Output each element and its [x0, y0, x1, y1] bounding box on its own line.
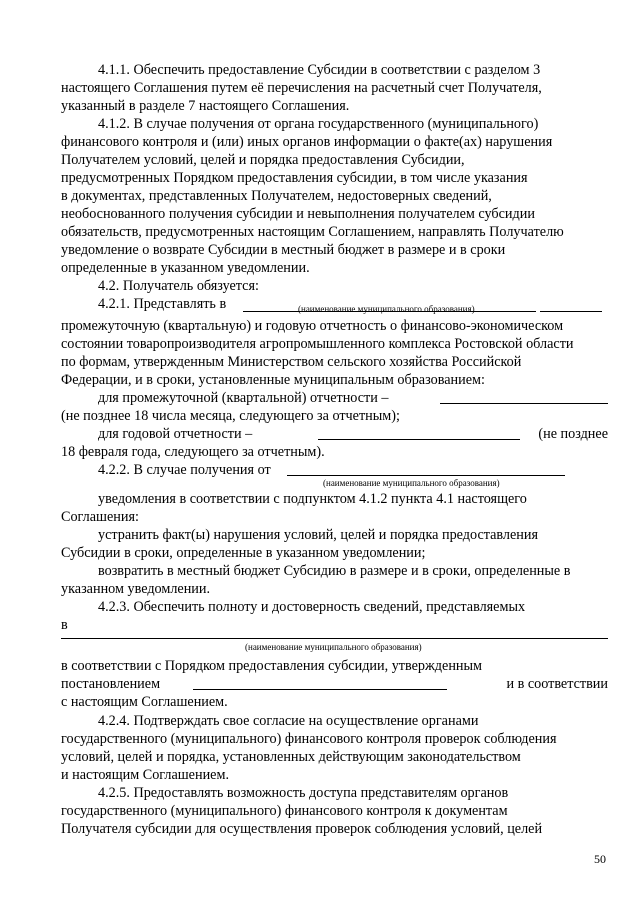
text-line: 4.2.4. Подтверждать свое согласие на осуществление органами: [98, 713, 479, 729]
text-line: определенные в указанном уведомлении.: [61, 260, 310, 276]
text-line: 4.2.2. В случае получения от: [98, 462, 271, 478]
text-line: промежуточную (квартальную) и годовую отчетность о финансово-экономическом: [61, 318, 564, 334]
text-line: Федерации, и в сроки, установленные муниципальным образованием:: [61, 372, 485, 388]
text-line: указанный в разделе 7 настоящего Соглашения.: [61, 98, 350, 114]
text-line: в соответствии с Порядком предоставления субсидии, утвержденным: [61, 658, 483, 674]
text-line: предусмотренных Порядком предоставления субсидии, в том числе указания: [61, 170, 528, 186]
text-line: государственного (муниципального) финансового контроля проверок соблюдения: [61, 731, 557, 747]
fill-in-line[interactable]: [193, 689, 447, 690]
text-line: в документах, представленных Получателем, недостоверных сведений,: [61, 188, 492, 204]
text-line: указанном уведомлении.: [61, 581, 211, 597]
field-caption: (наименование муниципального образования): [298, 304, 475, 314]
text-line: Получателем условий, целей и порядка предоставления Субсидии,: [61, 152, 465, 168]
text-line: 4.2.5. Предоставлять возможность доступа представителям органов: [98, 785, 509, 801]
text-line: по формам, утвержденным Министерством сельского хозяйства Российской: [61, 354, 522, 370]
text-line: Соглашения:: [61, 509, 139, 525]
fill-in-line[interactable]: [61, 638, 608, 639]
text-line: государственного (муниципального) финансового контроля к документам: [61, 803, 508, 819]
text-line: устранить факт(ы) нарушения условий, целей и порядка предоставления: [98, 527, 539, 543]
text-line: 4.2.1. Представлять в: [98, 296, 227, 312]
text-line: возвратить в местный бюджет Субсидию в размере и в сроки, определенные в: [98, 563, 571, 579]
text-line: Субсидии в сроки, определенные в указанном уведомлении;: [61, 545, 426, 561]
text-line: настоящего Соглашения путем её перечисления на расчетный счет Получателя,: [61, 80, 542, 96]
text-line: условий, целей и порядка, установленных действующим законодательством: [61, 749, 521, 765]
text-line: (не позднее 18 числа месяца, следующего за отчетным);: [61, 408, 400, 424]
page-number: 50: [594, 852, 606, 866]
text-line: необоснованного получения субсидии и невыполнения получателем субсидии: [61, 206, 535, 222]
text-line: 4.1.1. Обеспечить предоставление Субсидии в соответствии с разделом 3: [98, 62, 541, 78]
text-line: обязательств, предусмотренных настоящим Соглашением, направлять Получателю: [61, 224, 564, 240]
text-line: и настоящим Соглашением.: [61, 767, 229, 783]
text-line: 4.2.3. Обеспечить полноту и достоверность сведений, представляемых: [98, 599, 526, 615]
text-line: для промежуточной (квартальной) отчетности –: [98, 390, 389, 406]
text-line: уведомление о возврате Субсидии в местный бюджет в размере и в сроки: [61, 242, 506, 258]
fill-in-line[interactable]: [440, 403, 608, 404]
text-line: уведомления в соответствии с подпунктом 4.1.2 пункта 4.1 настоящего: [98, 491, 527, 507]
text-line: финансового контроля и (или) иных органов информации о факте(ах) нарушения: [61, 134, 553, 150]
text-line: (не позднее: [538, 426, 608, 442]
text-line: 18 февраля года, следующего за отчетным).: [61, 444, 325, 460]
fill-in-line[interactable]: [318, 439, 520, 440]
text-line: постановлением: [61, 676, 161, 692]
field-caption: (наименование муниципального образования): [245, 642, 422, 652]
text-line: 4.1.2. В случае получения от органа государственного (муниципального): [98, 116, 539, 132]
text-line: состоянии товаропроизводителя агропромышленного комплекса Ростовской области: [61, 336, 574, 352]
fill-in-line[interactable]: [287, 475, 565, 476]
section-heading: 4.2. Получатель обязуется:: [98, 278, 259, 294]
text-line: и в соответствии: [506, 676, 608, 692]
text-line: Получателя субсидии для осуществления проверок соблюдения условий, целей: [61, 821, 543, 837]
fill-in-line[interactable]: [540, 311, 602, 312]
field-caption: (наименование муниципального образования): [323, 478, 500, 488]
text-line: с настоящим Соглашением.: [61, 694, 228, 710]
text-line: в: [61, 617, 68, 633]
text-line: для годовой отчетности –: [98, 426, 253, 442]
